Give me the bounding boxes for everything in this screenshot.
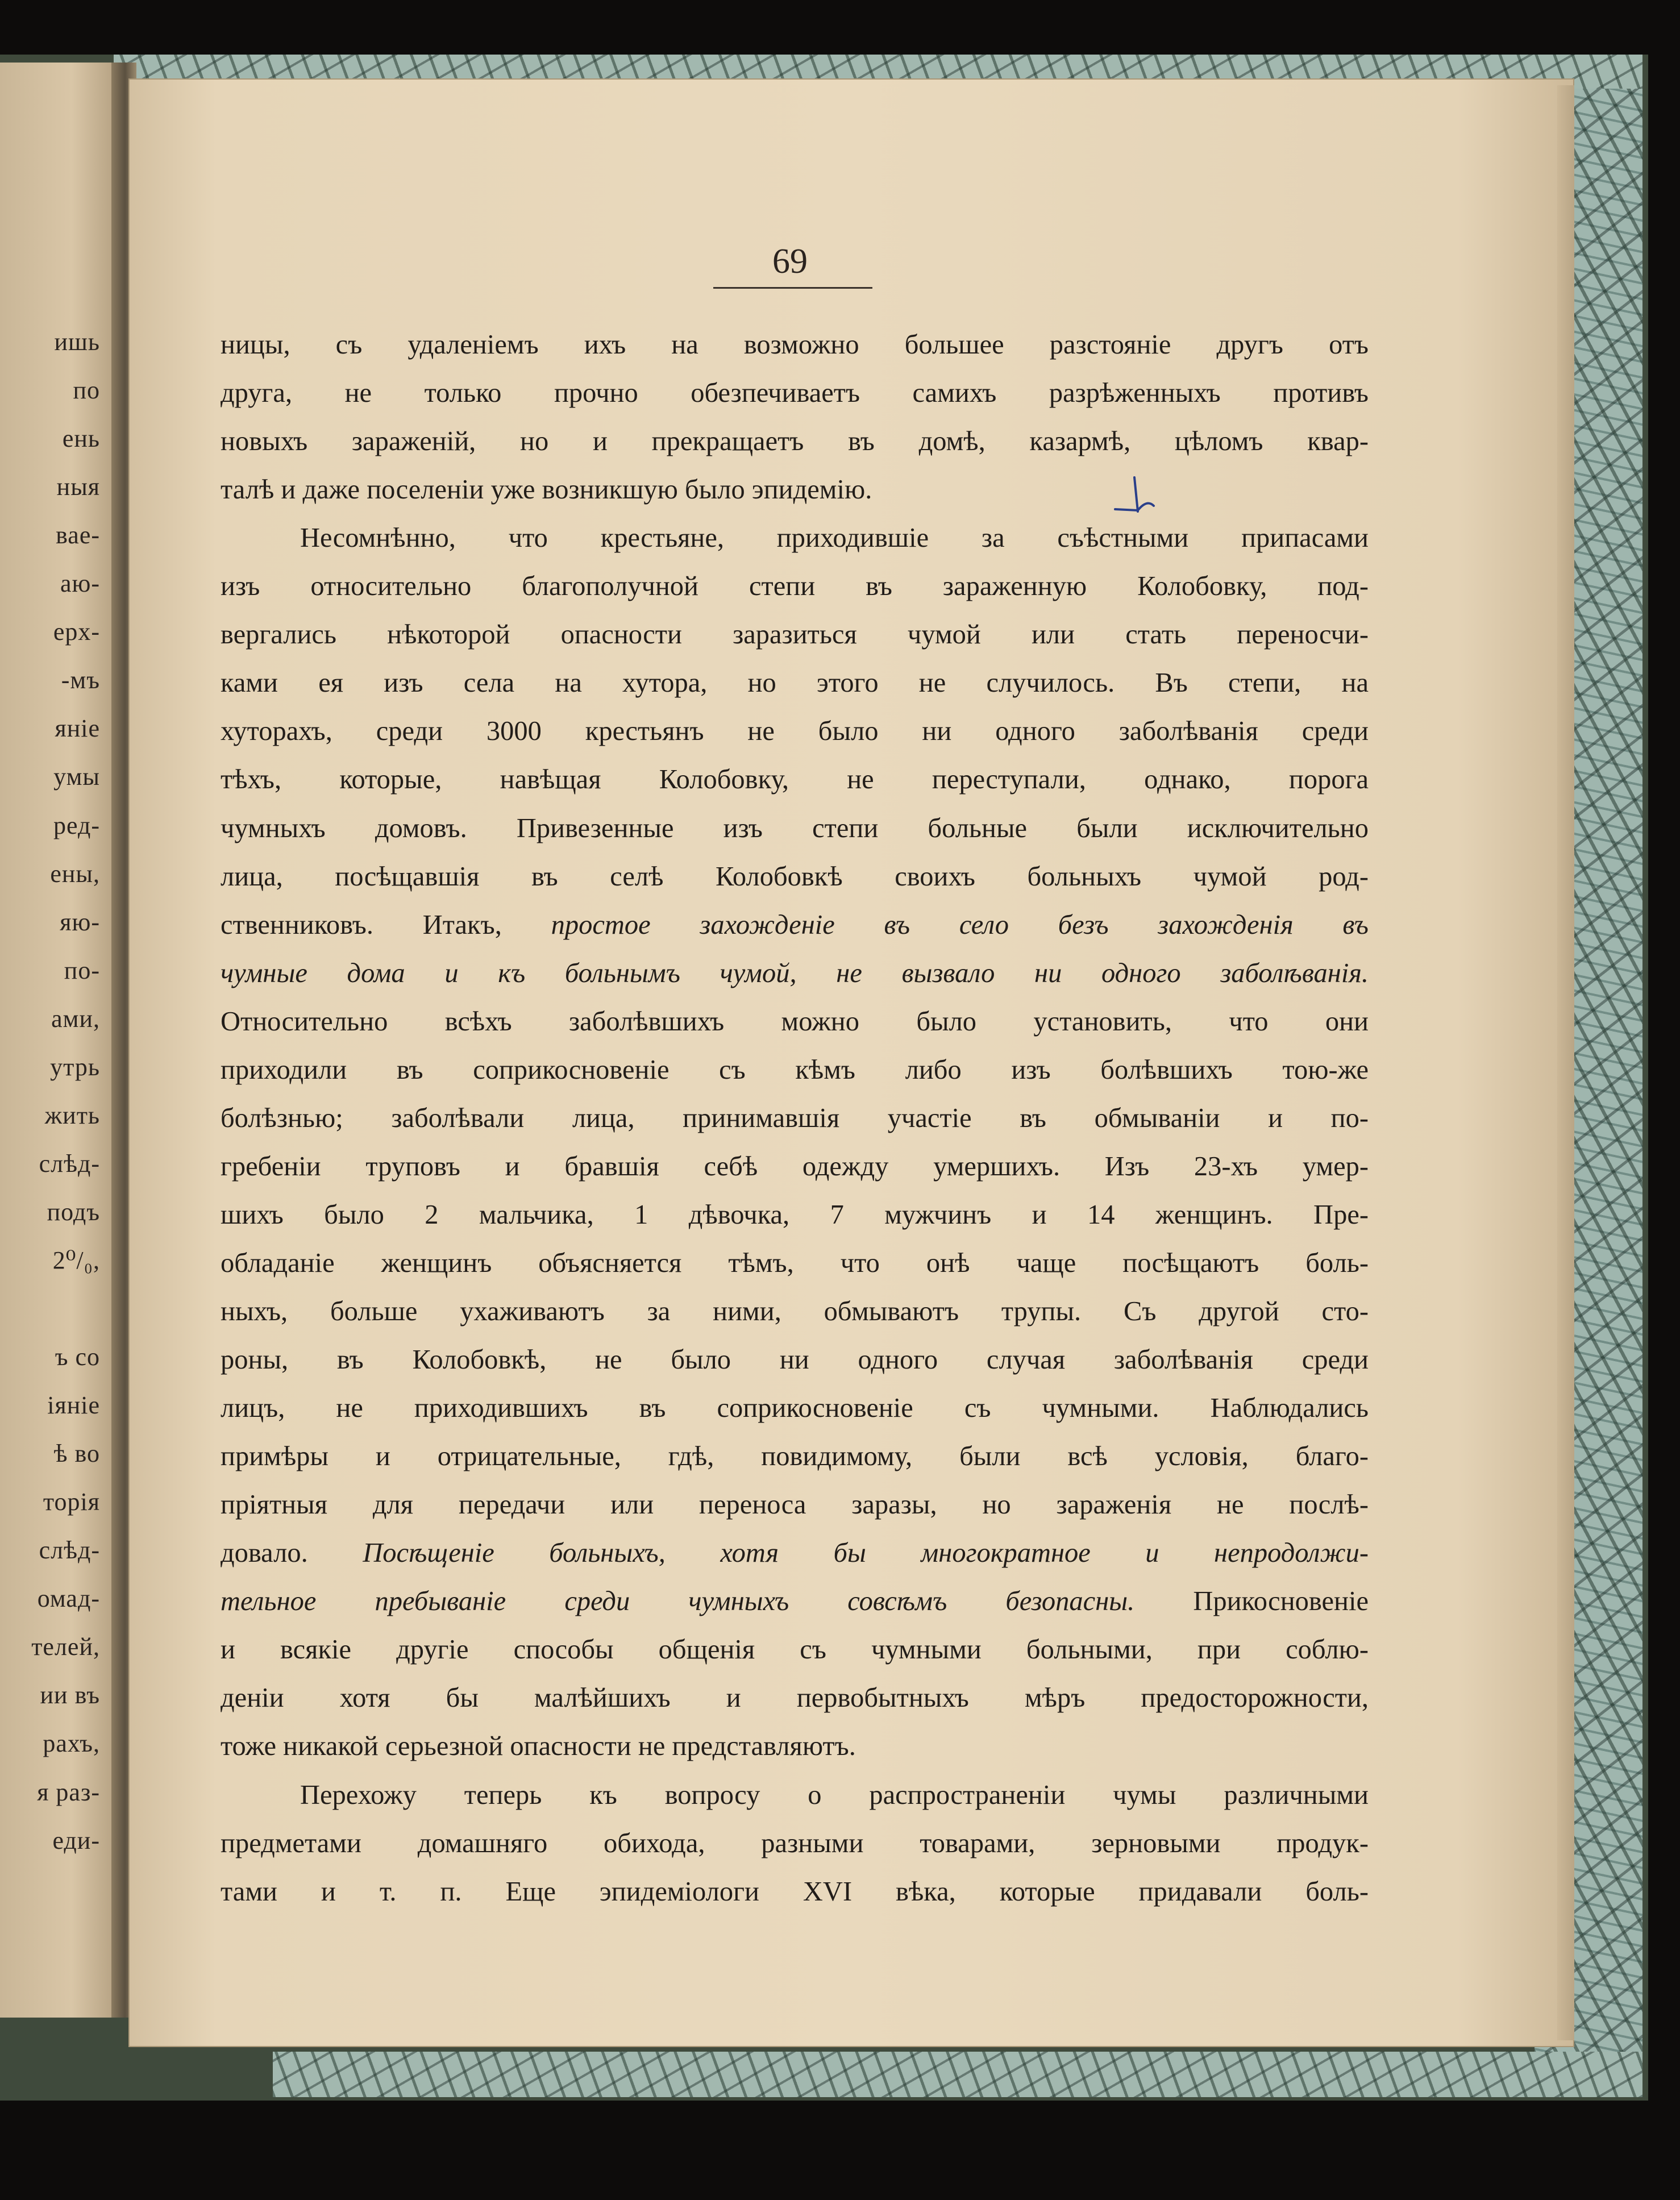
text-line [221, 1685, 1369, 1712]
text-line [221, 1201, 1369, 1229]
previous-page-fragment: ныя [56, 473, 100, 501]
previous-page-fragment: жить [44, 1101, 100, 1129]
previous-page-fragment: по [73, 376, 100, 405]
text-run: лица, посѣщавшія въ селѣ Колобовкѣ своихъ больныхъ чумой род- [221, 861, 1369, 892]
text-run: тоже никакой серьезной опасности не представляютъ. [221, 1731, 856, 1762]
previous-page-fragment: омад- [37, 1585, 100, 1613]
text-run: талѣ и даже поселеніи уже возникшую было эпидемію. [221, 475, 872, 505]
text-line [221, 476, 1369, 504]
text-line [221, 718, 1369, 746]
text-run: ныхъ, больше ухаживаютъ за ними, обмываютъ трупы. Съ другой сто- [221, 1296, 1369, 1326]
previous-page-fragment: еди- [52, 1826, 100, 1854]
text-run: примѣры и отрицательные, гдѣ, повидимому, были всѣ условія, благо- [221, 1441, 1369, 1472]
text-run: и всякіе другіе способы общенія съ чумными больными, при соблю- [221, 1635, 1369, 1665]
italic-text: тельное пребываніе среди чумныхъ совсѣмъ безопасны. [221, 1586, 1135, 1617]
text-run: новыхъ зараженій, но и прекращаетъ въ домѣ, казармѣ, цѣломъ квар- [221, 426, 1369, 457]
text-run: чумныхъ домовъ. Привезенные изъ степи больные были исключительно [221, 813, 1369, 843]
previous-page-fragment: ены, [50, 859, 100, 888]
text-line [221, 1636, 1369, 1664]
previous-page-fragment: яю- [60, 908, 100, 936]
text-run: тами и т. п. Еще эпидеміологи XVI вѣка, которые придавали боль- [221, 1876, 1369, 1907]
text-run: хуторахъ, среди 3000 крестьянъ не было ни одного заболѣванія среди [221, 716, 1369, 747]
previous-page-fragment: подъ [47, 1197, 100, 1226]
text-run: довало. [221, 1538, 363, 1569]
previous-page-fragment: аю- [60, 569, 100, 598]
text-line [221, 1878, 1369, 1906]
previous-page-fragment: ред- [53, 811, 100, 839]
text-line [300, 525, 1369, 552]
text-line [221, 669, 1369, 697]
previous-page-fragment: слѣд- [39, 1536, 100, 1565]
text-run: предметами домашняго обихода, разными товарами, зерновыми продук- [221, 1828, 1369, 1858]
italic-text: Посѣщеніе больныхъ, хотя бы многократное и непродолжи- [363, 1538, 1369, 1569]
previous-page-fragment: яніе [55, 714, 100, 743]
previous-page-fragment: -мъ [61, 666, 100, 694]
previous-page-strip [0, 63, 119, 2018]
previous-page-fragment: умы [53, 763, 100, 791]
text-line [221, 1298, 1369, 1326]
text-run: болѣзнью; заболѣвали лица, принимавшія участіе въ обмываніи и по- [221, 1103, 1369, 1133]
page-number-rule [713, 287, 872, 289]
page-number: 69 [772, 242, 808, 281]
text-run: вергались нѣкоторой опасности заразиться чумой или стать переносчи- [221, 619, 1369, 650]
text-line [221, 621, 1369, 649]
previous-page-fragment: слѣд- [39, 1149, 100, 1178]
marbled-cover-bottom [273, 2052, 1642, 2097]
italic-text: простое захожденіе въ село безъ захожденія въ [551, 909, 1369, 940]
text-run: пріятныя для передачи или переноса заразы, но зараженія не послѣ- [221, 1490, 1369, 1520]
previous-page-fragment: ъ со [55, 1343, 100, 1371]
italic-text: чумные дома и къ больнымъ чумой, не вызвало ни одного заболѣванія. [221, 958, 1369, 988]
text-line [221, 1054, 1369, 1085]
text-line [221, 1588, 1369, 1616]
previous-page-fragment: ии въ [40, 1681, 100, 1710]
text-line [221, 1247, 1369, 1278]
previous-page-fragment: телей, [31, 1633, 100, 1661]
text-run: Прикосновеніе [1134, 1586, 1369, 1617]
text-line [221, 863, 1369, 891]
text-run: приходили въ соприкосновеніе съ кѣмъ либо изъ болѣвшихъ тою-же [221, 1054, 1369, 1085]
text-run: ницы, съ удаленіемъ ихъ на возможно большее разстояніе другъ отъ [221, 330, 1369, 360]
text-run: друга, не только прочно обезпечиваетъ самихъ разрѣженныхъ противъ [221, 378, 1369, 409]
text-run: Относительно всѣхъ заболѣвшихъ можно было установить, что они [221, 1006, 1369, 1037]
text-line [221, 909, 1369, 940]
text-line [300, 1779, 1369, 1810]
text-run: Перехожу теперь къ вопросу о распространеніи чумы различными [300, 1779, 1369, 1810]
previous-page-fragment: іяніе [47, 1391, 100, 1420]
text-line [221, 1733, 1369, 1761]
text-run: гребеніи труповъ и бравшія себѣ одежду умершихъ. Изъ 23-хъ умер- [221, 1151, 1369, 1182]
page-edge [1557, 85, 1574, 2040]
text-line [221, 1540, 1369, 1567]
previous-page-fragment: утрь [50, 1053, 100, 1081]
text-line [221, 1395, 1369, 1423]
previous-page-fragment: 2⁰/₀, [52, 1246, 100, 1274]
text-line [221, 1105, 1369, 1133]
text-line [221, 1008, 1369, 1036]
text-line [221, 766, 1369, 794]
text-line [221, 573, 1369, 601]
text-run: обладаніе женщинъ объясняется тѣмъ, что онѣ чаще посѣщаютъ боль- [221, 1247, 1369, 1278]
previous-page-fragment: ѣ во [53, 1440, 100, 1468]
text-run: деніи хотя бы малѣйшихъ и первобытныхъ мѣръ предосторожности, [221, 1683, 1369, 1714]
previous-page-fragment: я раз- [37, 1778, 100, 1806]
pen-mark-icon [1113, 476, 1158, 522]
text-run: лицъ, не приходившихъ въ соприкосновеніе съ чумными. Наблюдались [221, 1393, 1369, 1424]
text-line [221, 380, 1369, 407]
text-line [221, 428, 1369, 456]
text-line [221, 815, 1369, 843]
previous-page-fragment: ень [62, 425, 100, 453]
text-run: шихъ было 2 мальчика, 1 дѣвочка, 7 мужчинъ и 14 женщинъ. Пре- [221, 1199, 1369, 1230]
previous-page-fragment: торія [43, 1488, 100, 1516]
text-run: роны, въ Колобовкѣ, не было ни одного случая заболѣванія среди [221, 1345, 1369, 1375]
previous-page-fragment: ами, [51, 1004, 100, 1033]
previous-page-fragment: по- [64, 956, 100, 984]
text-line [221, 1830, 1369, 1858]
text-line [221, 1153, 1369, 1181]
text-run: ственниковъ. Итакъ, [221, 909, 551, 940]
text-line [221, 1346, 1369, 1374]
text-line [221, 1491, 1369, 1519]
previous-page-fragment: ишь [54, 328, 100, 356]
text-line [221, 1443, 1369, 1471]
text-run: изъ относительно благополучной степи въ зараженную Колобовку, под- [221, 571, 1369, 602]
text-line [221, 331, 1369, 359]
text-run: ками ея изъ села на хутора, но этого не случилось. Въ степи, на [221, 668, 1369, 698]
previous-page-fragment: вае- [56, 521, 100, 550]
text-run: тѣхъ, которые, навѣщая Колобовку, не переступали, однако, порога [221, 764, 1369, 795]
text-run: Несомнѣнно, что крестьяне, приходившіе за съѣстными припасами [300, 523, 1369, 554]
previous-page-fragment: рахъ, [43, 1729, 100, 1758]
text-line [221, 960, 1369, 988]
previous-page-fragment: ерх- [53, 618, 100, 646]
